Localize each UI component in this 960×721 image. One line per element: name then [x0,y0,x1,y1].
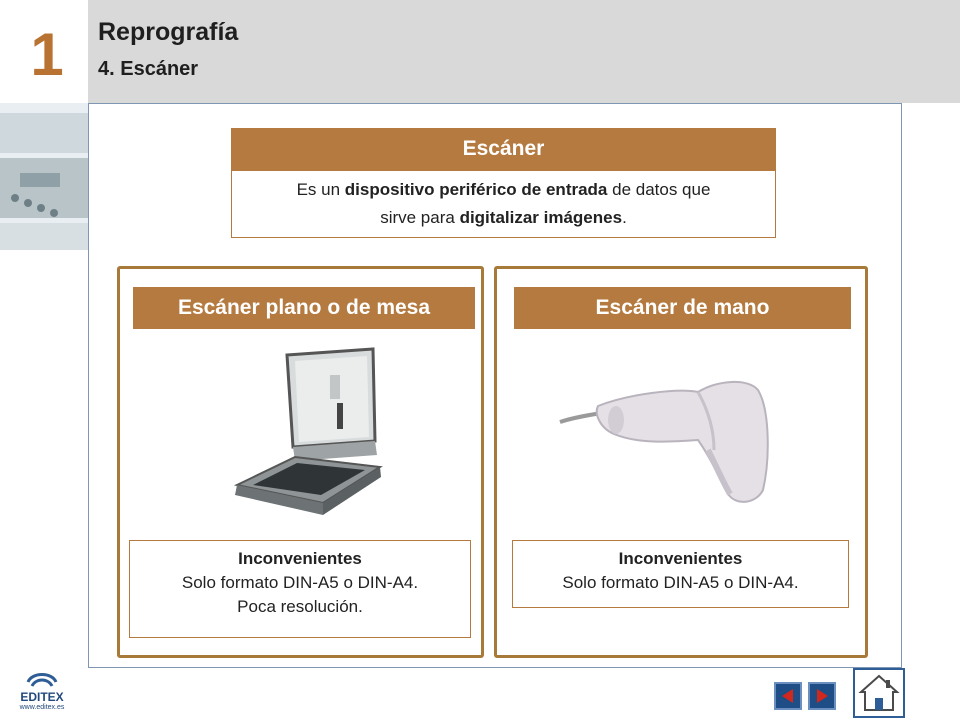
office-device-thumbnail [0,103,88,250]
editex-logo-url: www.editex.es [19,704,65,711]
flatbed-cons-line: Poca resolución. [237,597,363,616]
header-band [88,0,960,103]
handheld-scanner-image [558,370,773,515]
next-arrow-icon [814,688,830,704]
prev-arrow-icon [780,688,796,704]
definition-line2-post: . [622,208,627,227]
flatbed-scanner-title: Escáner plano o de mesa [133,287,475,329]
page-title: Reprografía [98,18,239,46]
handheld-scanner-title: Escáner de mano [514,287,851,329]
definition-text [231,170,776,238]
definition-line2-pre: sirve para [380,208,460,227]
page-subtitle: 4. Escáner [98,58,199,80]
home-button[interactable] [853,668,905,718]
next-slide-button[interactable] [808,682,836,710]
handheld-cons-box [512,540,849,608]
editex-logo-icon [14,666,70,690]
home-icon [855,670,903,716]
editex-logo [14,666,70,716]
definition-line1-post: de datos que [607,180,711,199]
flatbed-cons-title: Inconvenientes [238,549,362,568]
handheld-cons-title: Inconvenientes [618,549,743,568]
definition-line2-bold: digitalizar imágenes [459,208,623,227]
handheld-cons-line: Solo formato DIN-A5 o DIN-A4. [562,573,799,592]
definition-heading: Escáner [231,128,776,170]
definition-line1-bold: dispositivo periférico de entrada [344,180,608,199]
flatbed-cons-box [129,540,471,638]
definition-line1-pre: Es un [296,180,345,199]
flatbed-cons-line: Solo formato DIN-A5 o DIN-A4. [181,573,419,592]
editex-logo-text: EDITEX [20,690,64,704]
previous-slide-button[interactable] [774,682,802,710]
flatbed-scanner-image [225,345,385,520]
chapter-number: 1 [30,21,64,88]
